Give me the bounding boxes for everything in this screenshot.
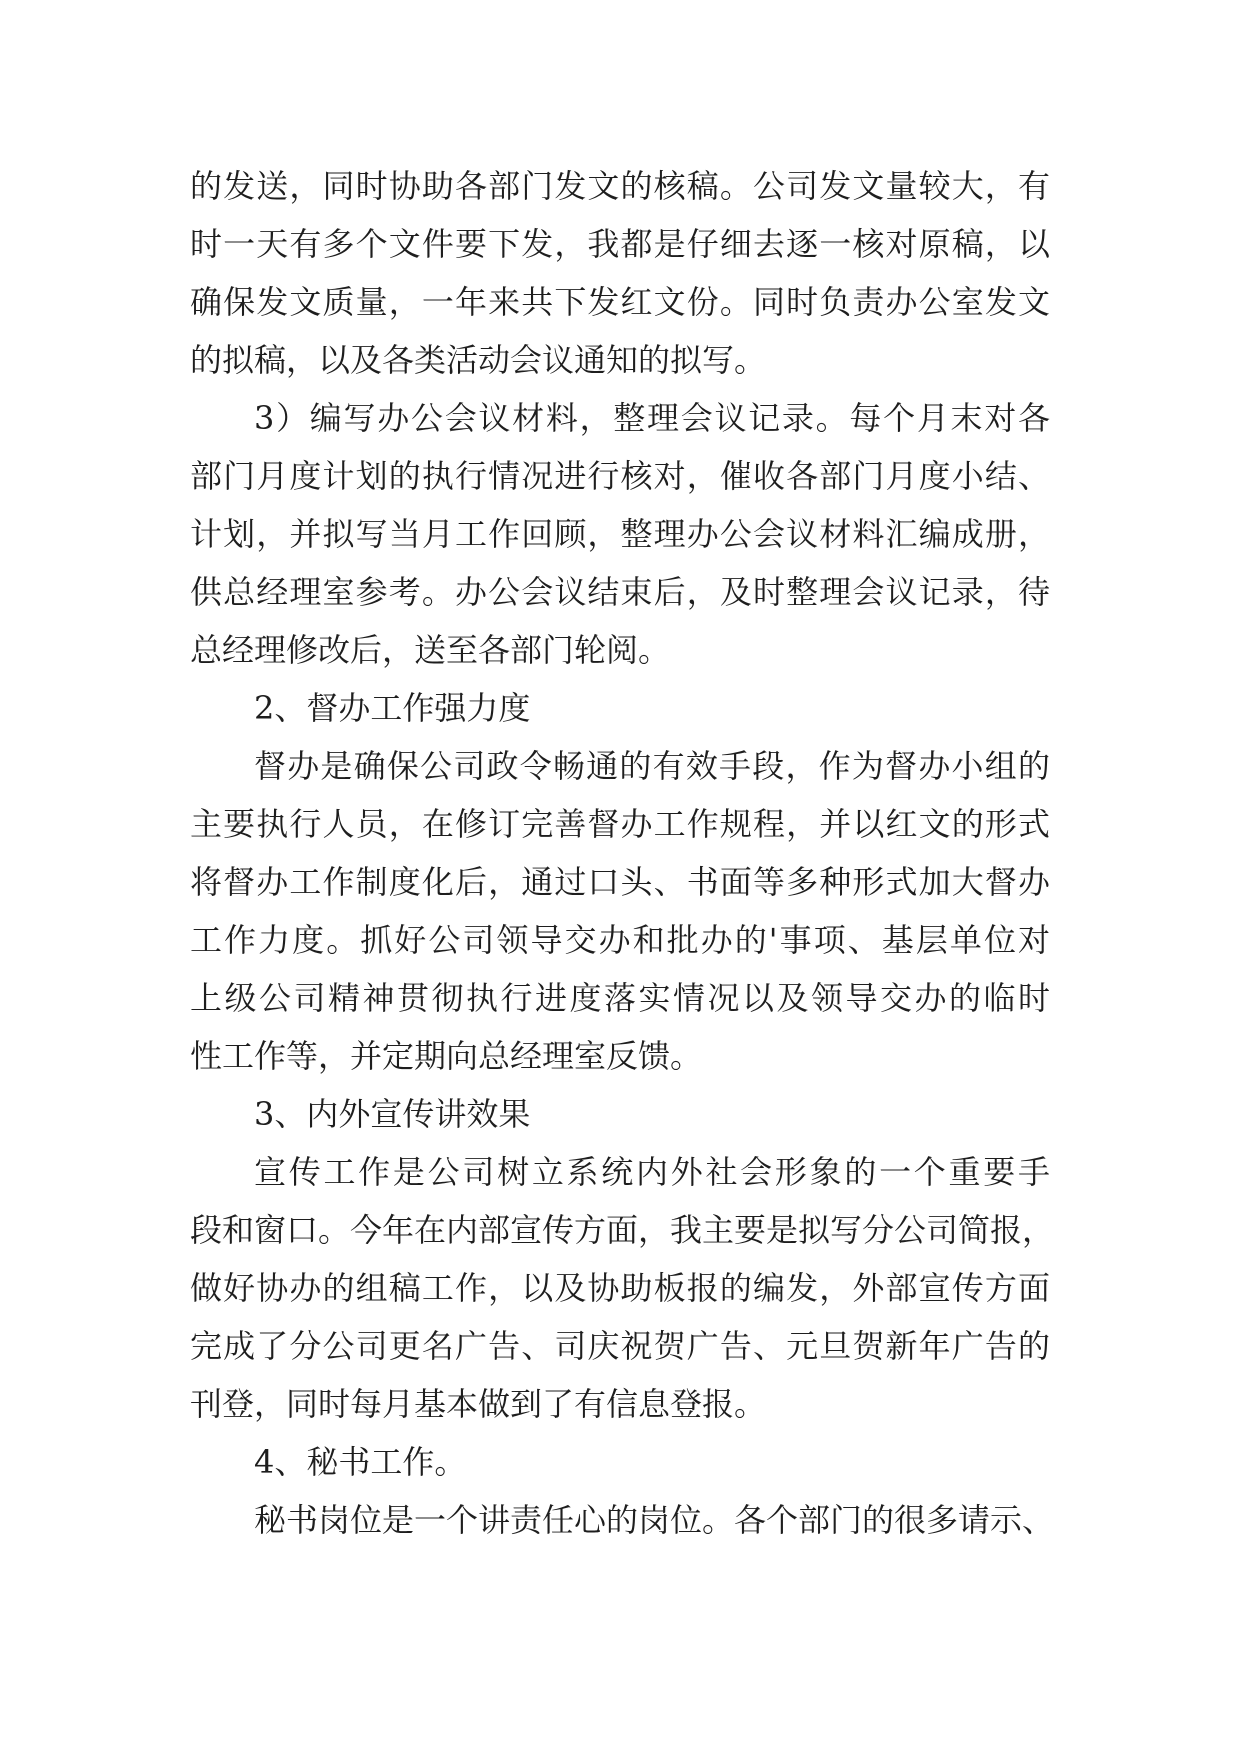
text-line: 时一天有多个文件要下发，我都是仔细去逐一核对原稿，以	[190, 225, 1050, 263]
paragraph-first-line: 秘书岗位是一个讲责任心的岗位。各个部门的很多请示、	[254, 1501, 1055, 1539]
section-heading: 2、督办工作强力度	[254, 689, 531, 727]
text-line: 供总经理室参考。办公会议结束后，及时整理会议记录，待	[190, 573, 1050, 611]
text-line: 的拟稿，以及各类活动会议通知的拟写。	[190, 341, 767, 379]
section-heading: 3、内外宣传讲效果	[254, 1095, 531, 1133]
text-line: 刊登，同时每月基本做到了有信息登报。	[190, 1385, 767, 1423]
text-line: 的发送，同时协助各部门发文的核稿。公司发文量较大，有	[190, 167, 1050, 205]
text-line: 主要执行人员，在修订完善督办工作规程，并以红文的形式	[190, 805, 1050, 843]
text-line: 计划，并拟写当月工作回顾，整理办公会议材料汇编成册，	[190, 515, 1050, 553]
section-heading: 4、秘书工作。	[254, 1443, 467, 1481]
text-line: 完成了分公司更名广告、司庆祝贺广告、元旦贺新年广告的	[190, 1327, 1050, 1365]
text-line: 上级公司精神贯彻执行进度落实情况以及领导交办的临时	[190, 979, 1050, 1017]
text-line: 部门月度计划的执行情况进行核对，催收各部门月度小结、	[190, 457, 1050, 495]
text-line: 性工作等，并定期向总经理室反馈。	[190, 1037, 703, 1075]
text-line: 确保发文质量，一年来共下发红文份。同时负责办公室发文	[190, 283, 1050, 321]
text-line: 做好协办的组稿工作，以及协助板报的编发，外部宣传方面	[190, 1269, 1050, 1307]
text-line: 将督办工作制度化后，通过口头、书面等多种形式加大督办	[190, 863, 1050, 901]
paragraph-first-line: 督办是确保公司政令畅通的有效手段，作为督办小组的	[254, 747, 1050, 785]
text-line: 段和窗口。今年在内部宣传方面，我主要是拟写分公司简报，	[190, 1211, 1055, 1249]
paragraph-first-line: 3）编写办公会议材料，整理会议记录。每个月末对各	[254, 399, 1050, 437]
text-line: 工作力度。抓好公司领导交办和批办的'事项、基层单位对	[190, 921, 1050, 959]
paragraph-first-line: 宣传工作是公司树立系统内外社会形象的一个重要手	[254, 1153, 1050, 1191]
text-line: 总经理修改后，送至各部门轮阅。	[190, 631, 671, 669]
